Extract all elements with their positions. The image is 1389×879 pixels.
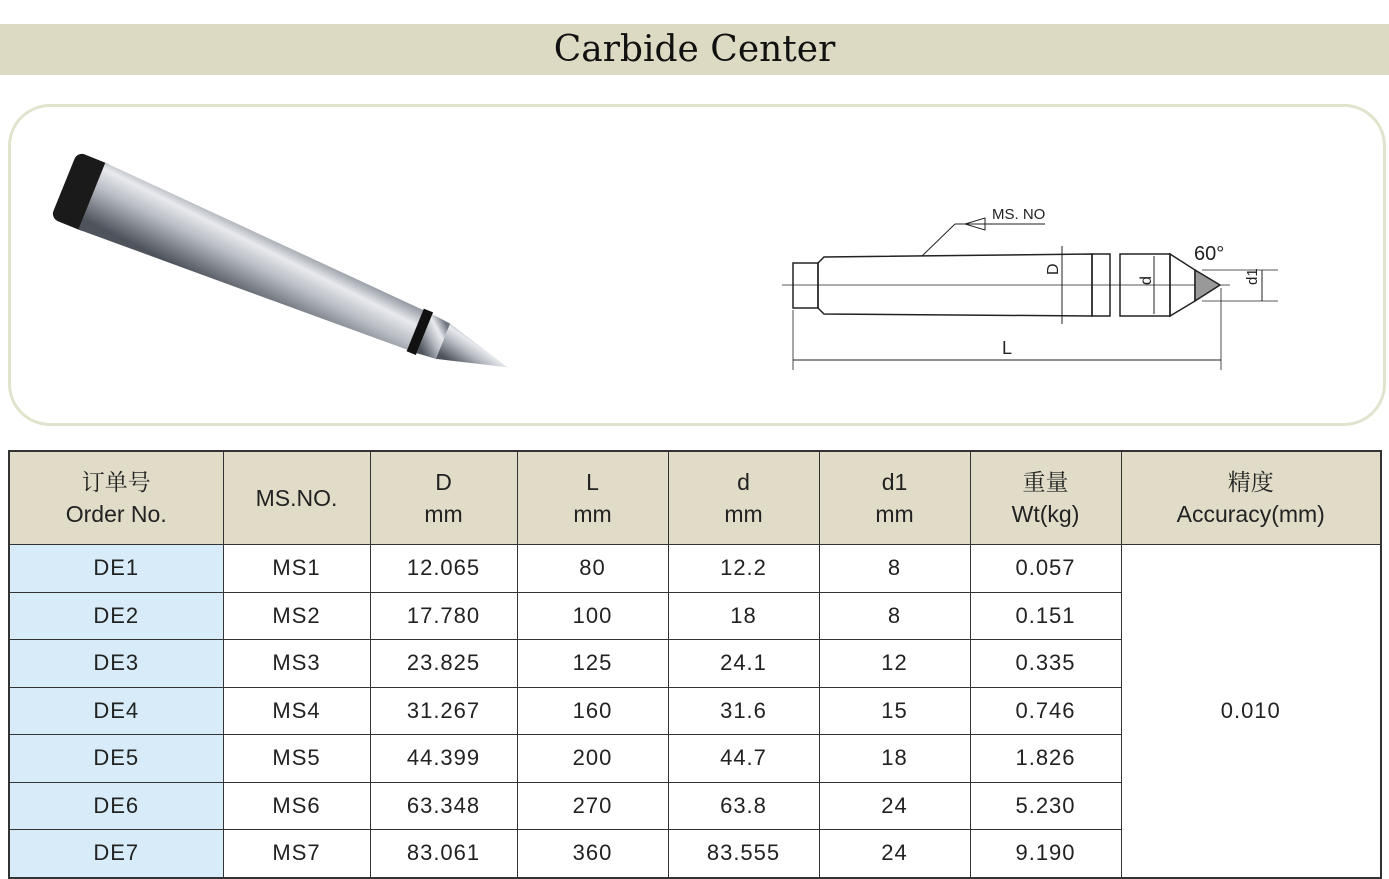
header-line2: mm xyxy=(724,501,763,527)
column-header xyxy=(1121,451,1381,545)
table-cell: 12 xyxy=(819,640,970,688)
table-cell: MS2 xyxy=(223,592,370,640)
dim-D: D xyxy=(1045,263,1062,275)
table-cell: 360 xyxy=(517,830,668,878)
technical-drawing xyxy=(770,190,1290,380)
table-cell: 1.826 xyxy=(970,735,1121,783)
header-line2: mm xyxy=(424,501,463,527)
table-cell: 23.825 xyxy=(370,640,517,688)
table-cell: 9.190 xyxy=(970,830,1121,878)
header-line1: L xyxy=(586,469,599,495)
table-cell: 8 xyxy=(819,545,970,593)
table-cell: 100 xyxy=(517,592,668,640)
table-cell: DE7 xyxy=(9,830,223,878)
table-cell: MS6 xyxy=(223,782,370,830)
table-cell: DE3 xyxy=(9,640,223,688)
table-cell: 83.061 xyxy=(370,830,517,878)
accuracy-cell: 0.010 xyxy=(1121,545,1381,878)
table-cell: 24 xyxy=(819,830,970,878)
table-cell: DE2 xyxy=(9,592,223,640)
table-cell: 0.151 xyxy=(970,592,1121,640)
table-cell: 80 xyxy=(517,545,668,593)
table-cell: MS7 xyxy=(223,830,370,878)
table-cell: 0.746 xyxy=(970,687,1121,735)
table-cell: 24.1 xyxy=(668,640,819,688)
table-cell: 125 xyxy=(517,640,668,688)
angle-label: 60° xyxy=(1194,243,1225,265)
table-cell: 8 xyxy=(819,592,970,640)
header-line1: d1 xyxy=(881,469,908,495)
table-cell: 44.399 xyxy=(370,735,517,783)
table-cell: 0.335 xyxy=(970,640,1121,688)
column-header xyxy=(819,451,970,545)
header-line1: MS.NO. xyxy=(255,485,338,511)
column-header xyxy=(9,451,223,545)
dim-d: d xyxy=(1138,276,1155,285)
table-cell: 200 xyxy=(517,735,668,783)
table-cell: 18 xyxy=(819,735,970,783)
product-photo xyxy=(40,140,570,380)
column-header xyxy=(970,451,1121,545)
table-cell: MS4 xyxy=(223,687,370,735)
header-line1: 订单号 xyxy=(81,469,151,495)
dim-L: L xyxy=(1002,338,1013,358)
header-line1: 精度 xyxy=(1227,469,1274,495)
table-cell: 31.267 xyxy=(370,687,517,735)
table-cell: MS3 xyxy=(223,640,370,688)
table-cell: 31.6 xyxy=(668,687,819,735)
header-line1: d xyxy=(737,469,750,495)
table-cell: 0.057 xyxy=(970,545,1121,593)
table-cell: 160 xyxy=(517,687,668,735)
header-line2: Wt(kg) xyxy=(1011,501,1080,527)
table-cell: 63.8 xyxy=(668,782,819,830)
header-line2: mm xyxy=(573,501,612,527)
table-cell: MS5 xyxy=(223,735,370,783)
table-cell: 270 xyxy=(517,782,668,830)
header-line2: mm xyxy=(875,501,914,527)
table-cell: 5.230 xyxy=(970,782,1121,830)
column-header xyxy=(517,451,668,545)
table-cell: 24 xyxy=(819,782,970,830)
table-cell: 15 xyxy=(819,687,970,735)
table-cell: MS1 xyxy=(223,545,370,593)
title-banner xyxy=(0,24,1389,75)
header-line2: Accuracy(mm) xyxy=(1176,501,1325,527)
header-line2: Order No. xyxy=(65,501,167,527)
dim-d1: d1 xyxy=(1244,268,1261,285)
table-cell: DE6 xyxy=(9,782,223,830)
table-cell: 63.348 xyxy=(370,782,517,830)
header-line1: 重量 xyxy=(1022,469,1069,495)
table-cell: 17.780 xyxy=(370,592,517,640)
page-title: Carbide Center xyxy=(553,29,836,70)
table-cell: 12.065 xyxy=(370,545,517,593)
table-cell: 44.7 xyxy=(668,735,819,783)
column-header xyxy=(370,451,517,545)
column-header xyxy=(223,451,370,545)
table-cell: 83.555 xyxy=(668,830,819,878)
table-cell: DE5 xyxy=(9,735,223,783)
ms-label: MS. NO xyxy=(992,206,1046,223)
column-header xyxy=(668,451,819,545)
table-cell: 12.2 xyxy=(668,545,819,593)
table-cell: 18 xyxy=(668,592,819,640)
table-row xyxy=(9,545,1381,593)
spec-table xyxy=(8,450,1382,879)
header-line1: D xyxy=(435,469,452,495)
table-cell: DE1 xyxy=(9,545,223,593)
table-cell: DE4 xyxy=(9,687,223,735)
